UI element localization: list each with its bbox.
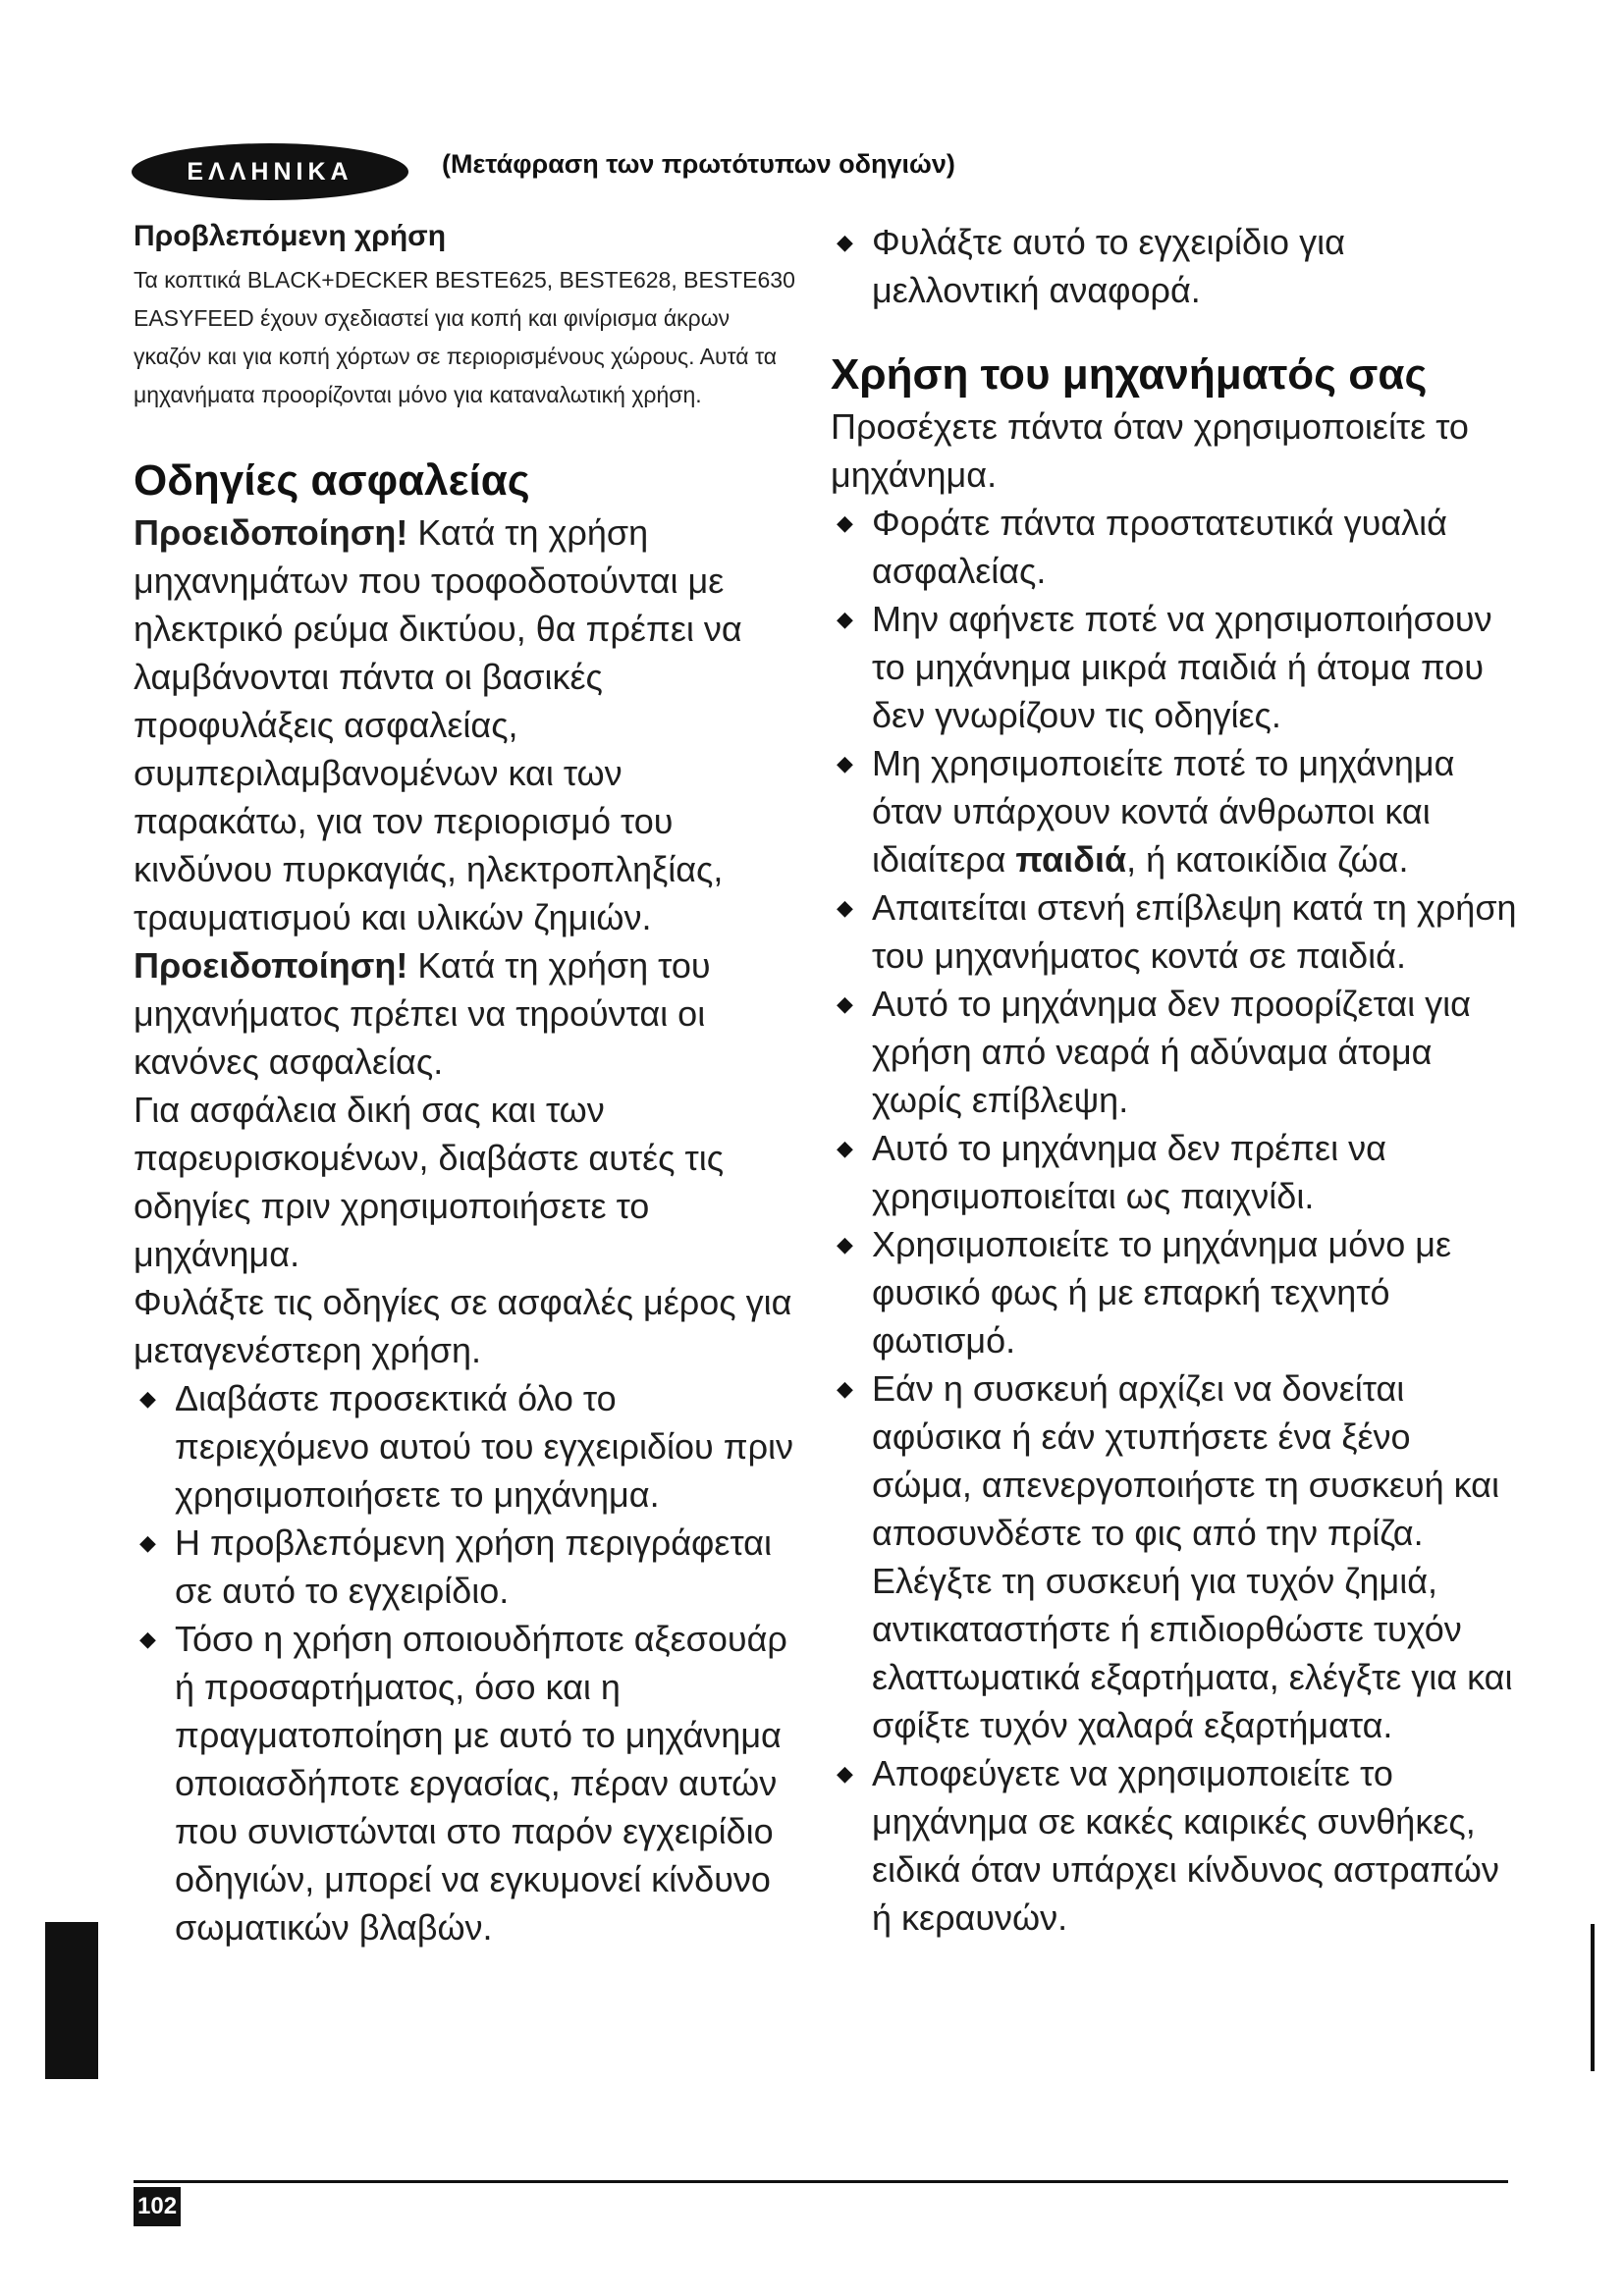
children-bullet-before: Μη χρησιμοποιείτε ποτέ το μηχάνημα όταν υπάρχουν κοντά άνθρωποι και ιδιαίτερα <box>872 743 1455 880</box>
list-item-text <box>872 743 1454 880</box>
diamond-bullet-icon: ◆ <box>837 895 853 920</box>
diamond-bullet-icon: ◆ <box>837 991 853 1016</box>
list-item <box>831 499 1518 595</box>
translation-note: (Μετάφραση των πρωτότυπων οδηγιών) <box>442 149 955 179</box>
list-item-text: Εάν η συσκευή αρχίζει να δονείται αφύσικα ή εάν χτυπήσετε ένα ξένο σώμα, απενεργοποιήστε τη συσκευή και αποσυνδέστε το φις από την πρίζα. Ελέγξτε τη συσκευή για τυχόν ζημιά, αντικαταστήστε ή επιδιορθώστε τυχόν ελαττωματικά εξαρτήματα, ελέγξτε για και σφίξτε τυχόν χαλαρά εξαρτήματα. <box>872 1368 1513 1745</box>
warning-text: Κατά τη χρήση μηχανημάτων που τροφοδοτούνται με ηλεκτρικό ρεύμα δικτύου, θα πρέπει να λαμβάνονται πάντα οι βασικές προφυλάξεις ασφαλείας, συμπεριλαμβανομένων και των παρακάτω, για τον περιορισμό του κινδύνου πυρκαγιάς, ηλεκτροπληξίας, τραυματισμού και υλικών ζημιών. <box>134 512 742 937</box>
right-column <box>831 218 1518 1942</box>
diamond-bullet-icon: ◆ <box>837 510 853 535</box>
page-number: 102 <box>134 2187 181 2226</box>
safety-instructions-title: Οδηγίες ασφαλείας <box>134 456 530 505</box>
intended-use-text: Τα κοπτικά BLACK+DECKER BESTE625, BESTE628, BESTE630 EASYFEED έχουν σχεδιαστεί για κοπή και φινίρισμα άκρων γκαζόν και για κοπή χόρτων σε περιορισμένους χώρους. Αυτά τα μηχανήματα προορίζονται μόνο για καταναλωτική χρήση. <box>134 267 795 407</box>
margin-change-bar <box>1591 1924 1595 2071</box>
list-item <box>134 1615 801 1951</box>
list-item <box>831 1220 1518 1364</box>
intended-use-title: Προβλεπόμενη χρήση <box>134 220 447 252</box>
list-item <box>831 980 1518 1124</box>
list-item-text: Μην αφήνετε ποτέ να χρησιμοποιήσουν το μηχάνημα μικρά παιδιά ή άτομα που δεν γνωρίζουν τις οδηγίες. <box>872 599 1492 735</box>
list-item <box>134 1519 801 1615</box>
safety-paragraph-2: Φυλάξτε τις οδηγίες σε ασφαλές μέρος για μεταγενέστερη χρήση. <box>134 1282 792 1370</box>
list-item-text: Αυτό το μηχάνημα δεν πρέπει να χρησιμοποιείται ως παιχνίδι. <box>872 1128 1386 1216</box>
list-item-text: Τόσο η χρήση οποιουδήποτε αξεσουάρ ή προσαρτήματος, όσο και η πραγματοποίηση με αυτό το μηχάνημα οποιασδήποτε εργασίας, πέραν αυτών που συνιστώνται στο παρόν εγχειρίδιο οδηγιών, μπορεί να εγκυμονεί κίνδυνο σωματικών βλαβών. <box>175 1619 787 1948</box>
list-item <box>831 1124 1518 1220</box>
list-item <box>831 218 1518 314</box>
diamond-bullet-icon: ◆ <box>837 1232 853 1256</box>
diamond-bullet-icon: ◆ <box>837 230 853 254</box>
list-item <box>831 1749 1518 1942</box>
list-item-text: Διαβάστε προσεκτικά όλο το περιεχόμενο αυτού του εγχειριδίου πριν χρησιμοποιήσετε το μηχάνημα. <box>175 1378 794 1515</box>
list-item-text: Αυτό το μηχάνημα δεν προορίζεται για χρήση από νεαρά ή αδύναμα άτομα χωρίς επίβλεψη. <box>872 984 1471 1120</box>
diamond-bullet-icon: ◆ <box>837 607 853 631</box>
children-bullet-after: , ή κατοικίδια ζώα. <box>1126 839 1409 880</box>
language-badge: ΕΛΛΗΝΙΚΑ <box>132 143 408 200</box>
top-bullet-list <box>831 218 1518 314</box>
list-item-text: Φυλάξτε αυτό το εγχειρίδιο για μελλοντική αναφορά. <box>872 222 1345 310</box>
safety-bullet-list <box>134 1374 801 1951</box>
diamond-bullet-icon: ◆ <box>837 751 853 775</box>
footer-rule <box>134 2180 1508 2183</box>
list-item-text: Απαιτείται στενή επίβλεψη κατά τη χρήση του μηχανήματος κοντά σε παιδιά. <box>872 887 1517 976</box>
warning-label: Προειδοποίηση! <box>134 945 408 986</box>
diamond-bullet-icon: ◆ <box>139 1627 156 1651</box>
thumb-index-tab <box>45 1922 98 2079</box>
list-item-text: Φοράτε πάντα προστατευτικά γυαλιά ασφαλείας. <box>872 503 1447 591</box>
list-item <box>134 1374 801 1519</box>
list-item-text: Χρησιμοποιείτε το μηχάνημα μόνο με φυσικό φως ή με επαρκή τεχνητό φωτισμό. <box>872 1224 1452 1361</box>
warning-text: Κατά τη χρήση του μηχανήματος πρέπει να τηρούνται οι κανόνες ασφαλείας. <box>134 945 711 1082</box>
list-item-text: Αποφεύγετε να χρησιμοποιείτε το μηχάνημα σε κακές καιρικές συνθήκες, ειδικά όταν υπάρχει κίνδυνος αστραπών ή κεραυνών. <box>872 1753 1499 1938</box>
diamond-bullet-icon: ◆ <box>139 1530 156 1555</box>
list-item <box>831 595 1518 739</box>
left-column <box>134 218 801 1951</box>
warning-paragraph-1 <box>134 508 801 941</box>
warning-paragraph-2 <box>134 941 801 1086</box>
list-item-text: Η προβλεπόμενη χρήση περιγράφεται σε αυτό το εγχειρίδιο. <box>175 1522 772 1611</box>
usage-intro: Προσέχετε πάντα όταν χρησιμοποιείτε το μηχάνημα. <box>831 406 1469 495</box>
safety-paragraph-1: Για ασφάλεια δική σας και των παρευρισκομένων, διαβάστε αυτές τις οδηγίες πριν χρησιμοποιήσετε το μηχάνημα. <box>134 1090 725 1274</box>
diamond-bullet-icon: ◆ <box>139 1386 156 1411</box>
diamond-bullet-icon: ◆ <box>837 1376 853 1401</box>
usage-bullet-list <box>831 499 1518 1942</box>
diamond-bullet-icon: ◆ <box>837 1136 853 1160</box>
list-item <box>831 1364 1518 1749</box>
diamond-bullet-icon: ◆ <box>837 1761 853 1786</box>
children-bold: παιδιά <box>1015 839 1127 880</box>
list-item <box>831 739 1518 883</box>
warning-label: Προειδοποίηση! <box>134 512 408 553</box>
list-item <box>831 883 1518 980</box>
machine-usage-title: Χρήση του μηχανήματός σας <box>831 350 1428 399</box>
